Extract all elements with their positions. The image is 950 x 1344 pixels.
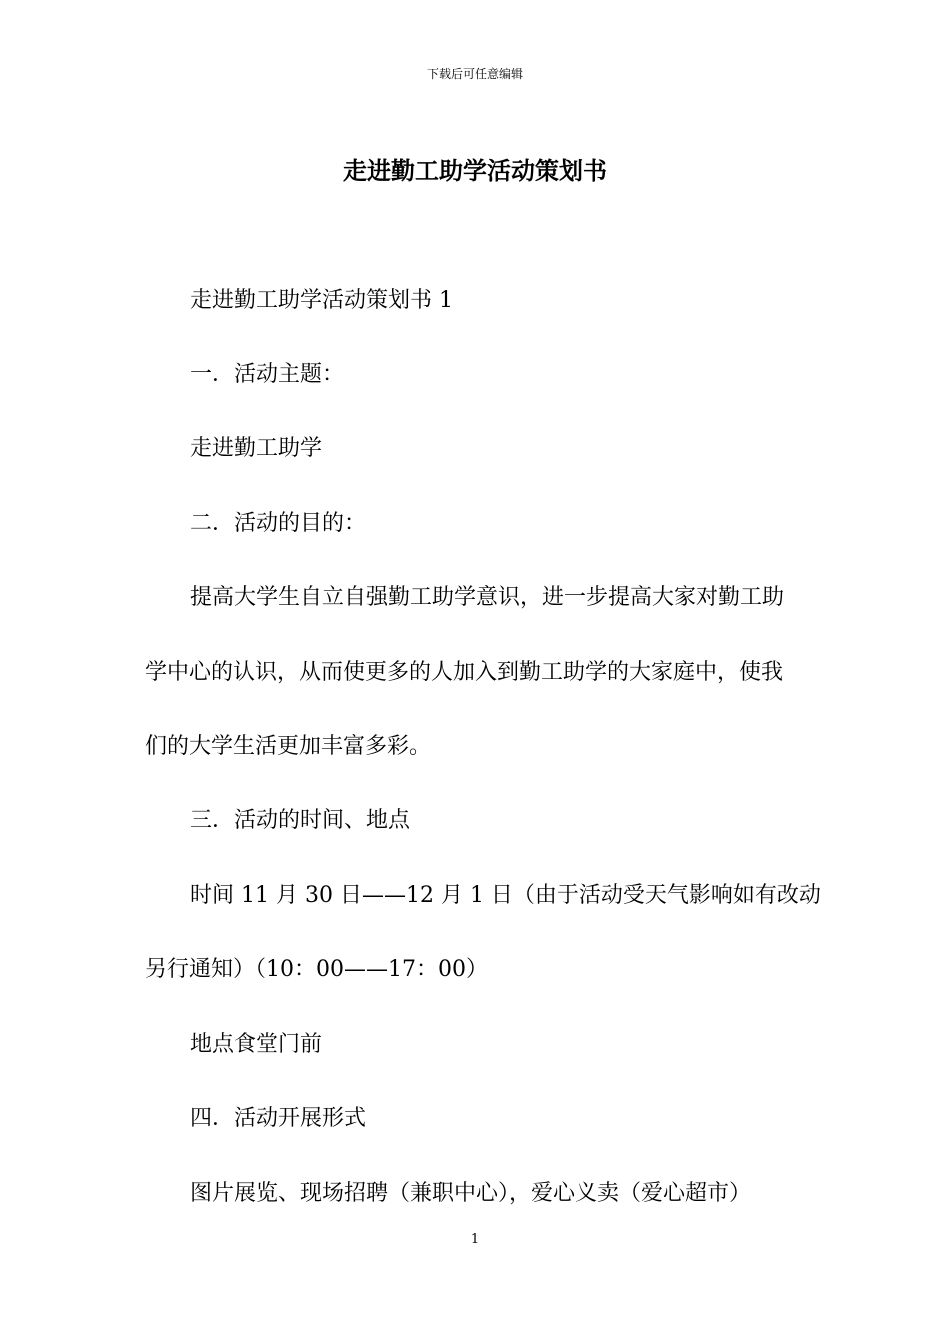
section-heading-time-place: 三．活动的时间、地点 bbox=[190, 808, 411, 833]
purpose-text-line-3: 们的大学生活更加丰富多彩。 bbox=[145, 734, 432, 759]
section-heading-purpose: 二．活动的目的： bbox=[190, 511, 367, 536]
purpose-text-line-1: 提高大学生自立自强勤工助学意识，进一步提高大家对勤工助 bbox=[190, 585, 785, 610]
time-text-line-1: 时间 11 月 30 日——12 月 1 日（由于活动受天气影响如有改动 bbox=[190, 883, 821, 908]
place-text: 地点食堂门前 bbox=[190, 1032, 323, 1057]
document-title: 走进勤工助学活动策划书 bbox=[343, 156, 607, 185]
section-heading-format: 四．活动开展形式 bbox=[190, 1106, 367, 1131]
format-text: 图片展览、现场招聘（兼职中心），爱心义卖（爱心超市） bbox=[190, 1181, 752, 1206]
header-note: 下载后可任意编辑 bbox=[426, 67, 523, 81]
purpose-text-line-2: 学中心的认识，从而使更多的人加入到勤工助学的大家庭中，使我 bbox=[145, 660, 784, 685]
page-number: 1 bbox=[470, 1232, 480, 1247]
time-text-line-2: 另行通知）（10：00——17：00） bbox=[145, 957, 488, 982]
section-heading-theme: 一．活动主题： bbox=[190, 362, 345, 387]
theme-text: 走进勤工助学 bbox=[190, 436, 323, 461]
section-heading-plan: 走进勤工助学活动策划书 1 bbox=[190, 288, 453, 313]
